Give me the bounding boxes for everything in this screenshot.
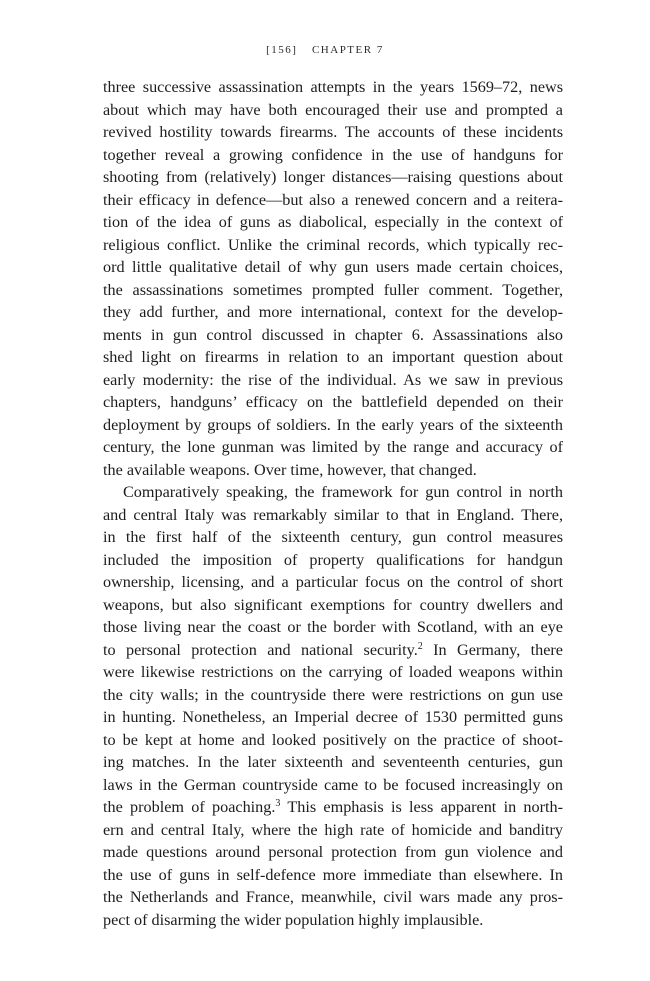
text-line: religious conflict. Unlike the criminal records, which typically rec-: [103, 235, 563, 254]
text-line: the available weapons. Over time, however, that changed.: [103, 460, 477, 479]
page-number: [156]: [266, 44, 298, 56]
text-line: those living near the coast or the border with Scotland, with an eye: [103, 618, 563, 636]
text-line: the city walls; in the countryside there were restrictions on gun use: [103, 685, 563, 704]
text-line: in the first half of the sixteenth century, gun control measures: [103, 528, 563, 546]
text-line: they add further, and more international, context for the develop-: [103, 303, 563, 321]
text-line: together reveal a growing confidence in the use of handguns for: [103, 145, 563, 164]
text-line: made questions around personal protection from gun violence and: [103, 843, 563, 861]
text-line: deployment by groups of soldiers. In the early years of the sixteenth: [103, 415, 563, 434]
text-line: early modernity: the rise of the individual. As we saw in previous: [103, 370, 563, 389]
text-line: about which may have both encouraged their use and prompted a: [103, 100, 563, 119]
line-text: the problem of poaching.: [103, 798, 276, 816]
text-line: ord little qualitative detail of why gun users made certain choices,: [103, 258, 563, 276]
text-line: century, the lone gunman was limited by the range and accuracy of: [103, 438, 563, 456]
line-text: to personal protection and national security.: [103, 640, 418, 659]
text-line: ern and central Italy, where the high rate of homicide and banditry: [103, 820, 563, 839]
text-line: laws in the German countryside came to be focused increasingly on: [103, 775, 563, 794]
text-line: Comparatively speaking, the framework for gun control in north: [123, 483, 563, 501]
text-line: their efficacy in defence—but also a renewed concern and a reitera-: [103, 190, 563, 209]
text-line: the Netherlands and France, meanwhile, civil wars made any pros-: [103, 888, 563, 906]
line-text-tail: This emphasis is less apparent in north-: [280, 798, 563, 816]
body-text: [103, 76, 563, 931]
line-text-tail: In Germany, there: [422, 640, 563, 659]
running-head: [0, 44, 650, 56]
text-line: ing matches. In the later sixteenth and seventeenth centuries, gun: [103, 753, 563, 771]
text-line: and central Italy was remarkably similar to that in England. There,: [103, 505, 563, 524]
text-line: weapons, but also significant exemptions for country dwellers and: [103, 595, 563, 614]
text-line: pect of disarming the wider population highly implausible.: [103, 910, 484, 929]
paragraph-1: [103, 76, 563, 481]
text-line: to be kept at home and looked positively on the practice of shoot-: [103, 730, 563, 749]
text-line: the assassinations sometimes prompted fuller comment. Together,: [103, 280, 563, 299]
text-line: tion of the idea of guns as diabolical, especially in the context of: [103, 213, 563, 231]
text-line: in hunting. Nonetheless, an Imperial decree of 1530 permitted guns: [103, 708, 563, 726]
text-line-with-note: [103, 796, 563, 819]
text-line: three successive assassination attempts in the years 1569–72, news: [103, 78, 563, 96]
text-line: were likewise restrictions on the carrying of loaded weapons within: [103, 663, 563, 681]
text-line: revived hostility towards firearms. The accounts of these incidents: [103, 123, 563, 141]
text-line: shed light on firearms in relation to an important question about: [103, 348, 563, 366]
text-line: ownership, licensing, and a particular focus on the control of short: [103, 573, 563, 591]
chapter-label: CHAPTER 7: [311, 44, 384, 56]
text-line: the use of guns in self-defence more immediate than elsewhere. In: [103, 865, 563, 884]
paragraph-2: [103, 481, 563, 931]
text-line: shooting from (relatively) longer distances—raising questions about: [103, 168, 563, 186]
text-line-with-note: [103, 639, 563, 662]
text-line: ments in gun control discussed in chapter 6. Assassinations also: [103, 325, 563, 344]
footnote-ref-3[interactable]: 3: [275, 798, 281, 809]
text-line: included the imposition of property qualifications for handgun: [103, 550, 563, 569]
footnote-ref-2[interactable]: 2: [417, 640, 423, 652]
text-line: chapters, handguns’ efficacy on the battlefield depended on their: [103, 393, 563, 411]
